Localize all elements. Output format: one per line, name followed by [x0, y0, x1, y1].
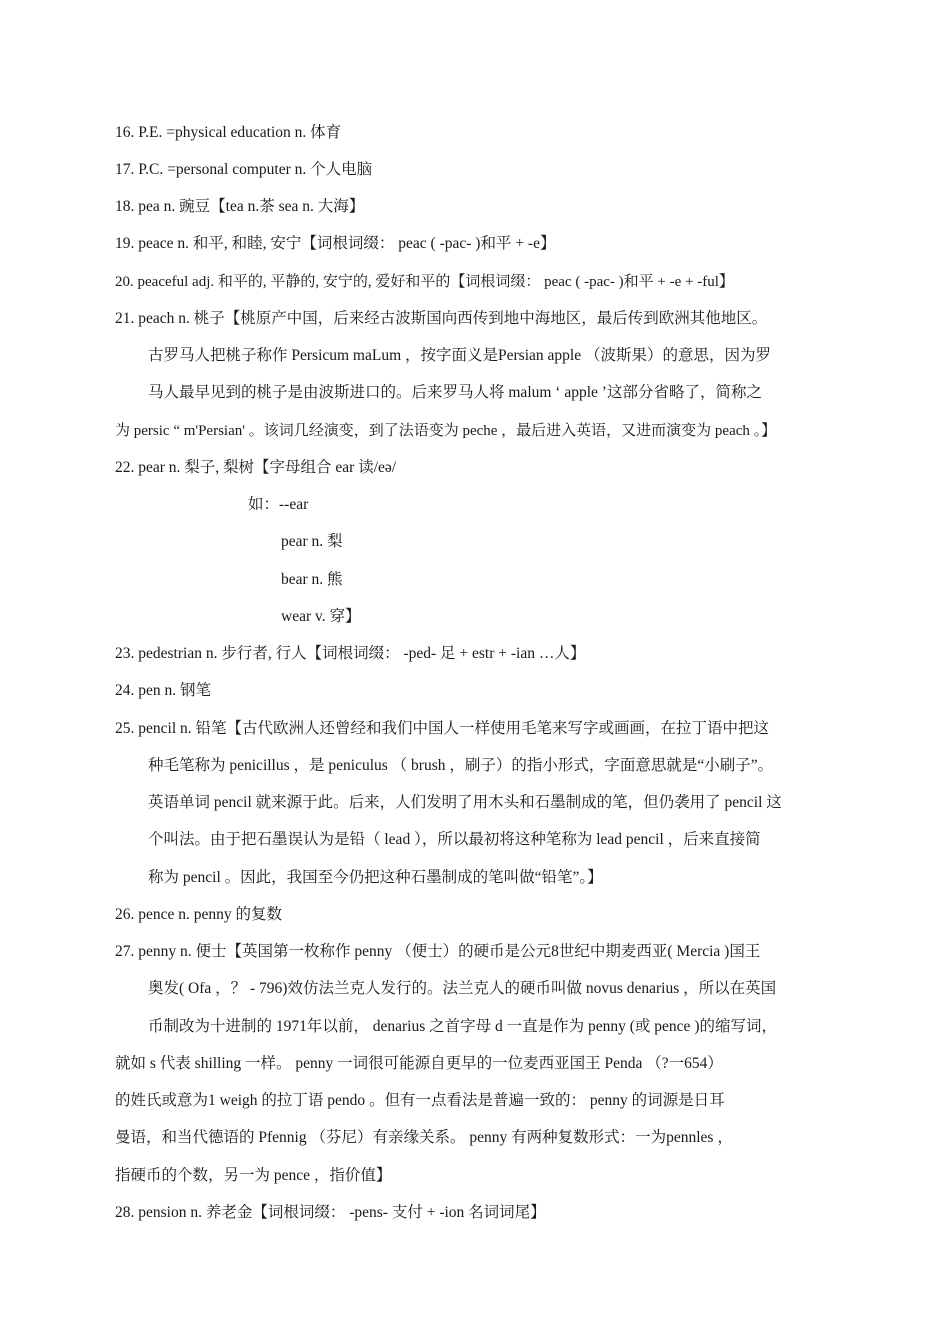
entry-27-line: 曼语，和当代德语的 Pfennig （芬尼）有亲缘关系。 penny 有两种复数形式：一为pennles ，	[115, 1129, 733, 1146]
entry-25-line: 个叫法。由于把石墨误认为是铅（ lead ），所以最初将这种笔称为 lead pencil ，后来直接简	[148, 831, 761, 848]
entry-23: 23. pedestrian n. 步行者, 行人【词根词缀： -ped- 足 + estr + -ian …人】	[115, 645, 586, 662]
entry-27-line: 的姓氏或意为1 weigh 的拉丁语 pendo 。但有一点看法是普遍一致的： penny 的词源是日耳	[115, 1092, 725, 1109]
entry-27: 27. penny n. 便士【英国第一枚称作 penny （便士）的硬币是公元8世纪中期麦西亚( Mercia )国王	[115, 943, 761, 960]
entry-27-line: 奥发( Ofa ，？ - 796)效仿法兰克人发行的。法兰克人的硬币叫做 novus denarius ，所以在英国	[148, 980, 777, 997]
entry-27-line: 指硬币的个数，另一为 pence ，指价值】	[115, 1167, 392, 1184]
entry-22: 22. pear n. 梨子, 梨树【字母组合 ear 读/eə/	[115, 459, 397, 476]
entry-25-line: 英语单词 pencil 就来源于此。后来，人们发明了用木头和石墨制成的笔，但仍袭用了 pencil 这	[148, 794, 782, 811]
entry-28: 28. pension n. 养老金【词根词缀： -pens- 支付 + -ion 名词词尾】	[115, 1204, 546, 1221]
entry-22-example: pear n. 梨	[281, 533, 343, 550]
entry-19: 19. peace n. 和平, 和睦, 安宁【词根词缀： peac ( -pac- )和平 + -e】	[115, 235, 556, 252]
entry-25: 25. pencil n. 铅笔【古代欧洲人还曾经和我们中国人一样使用毛笔来写字或画画，在拉丁语中把这	[115, 720, 769, 737]
entry-18: 18. pea n. 豌豆【tea n.茶 sea n. 大海】	[115, 198, 365, 215]
entry-16: 16. P.E. =physical education n. 体育	[115, 124, 342, 141]
entry-25-line: 称为 pencil 。因此，我国至今仍把这种石墨制成的笔叫做“铅笔”。】	[148, 869, 603, 886]
entry-17: 17. P.C. =personal computer n. 个人电脑	[115, 161, 373, 178]
entry-22-example: wear v. 穿】	[281, 608, 361, 625]
entry-21: 21. peach n. 桃子【桃原产中国，后来经古波斯国向西传到地中海地区，最后传到欧洲其他地区。	[115, 310, 768, 327]
entry-21-line: 马人最早见到的桃子是由波斯进口的。后来罗马人将 malum ‘ apple ’这部分省略了，简称之	[148, 384, 762, 401]
entry-24: 24. pen n. 钢笔	[115, 682, 212, 699]
entry-25-line: 种毛笔称为 penicillus ，是 peniculus （ brush ，刷子）的指小形式，字面意思就是“小刷子”。	[148, 757, 774, 774]
entry-22-example-label: 如：--ear	[248, 496, 309, 513]
entry-26: 26. pence n. penny 的复数	[115, 906, 283, 923]
entry-22-example: bear n. 熊	[281, 571, 343, 588]
entry-20: 20. peaceful adj. 和平的, 平静的, 安宁的, 爱好和平的【词根词缀： peac ( -pac- )和平 + -e + -ful】	[115, 274, 734, 290]
entry-27-line: 就如 s 代表 shilling 一样。 penny 一词很可能源自更早的一位麦西亚国王 Penda （?一654）	[115, 1055, 723, 1072]
entry-27-line: 币制改为十进制的 1971年以前， denarius 之首字母 d 一直是作为 penny (或 pence )的缩写词，	[148, 1018, 777, 1035]
entry-21-line: 古罗马人把桃子称作 Persicum maLum ，按字面义是Persian apple （波斯果）的意思，因为罗	[148, 347, 771, 364]
entry-21-line: 为 persic “ m'Persian' 。该词几经演变，到了法语变为 peche ，最后进入英语，又进而演变为 peach 。】	[115, 423, 777, 439]
